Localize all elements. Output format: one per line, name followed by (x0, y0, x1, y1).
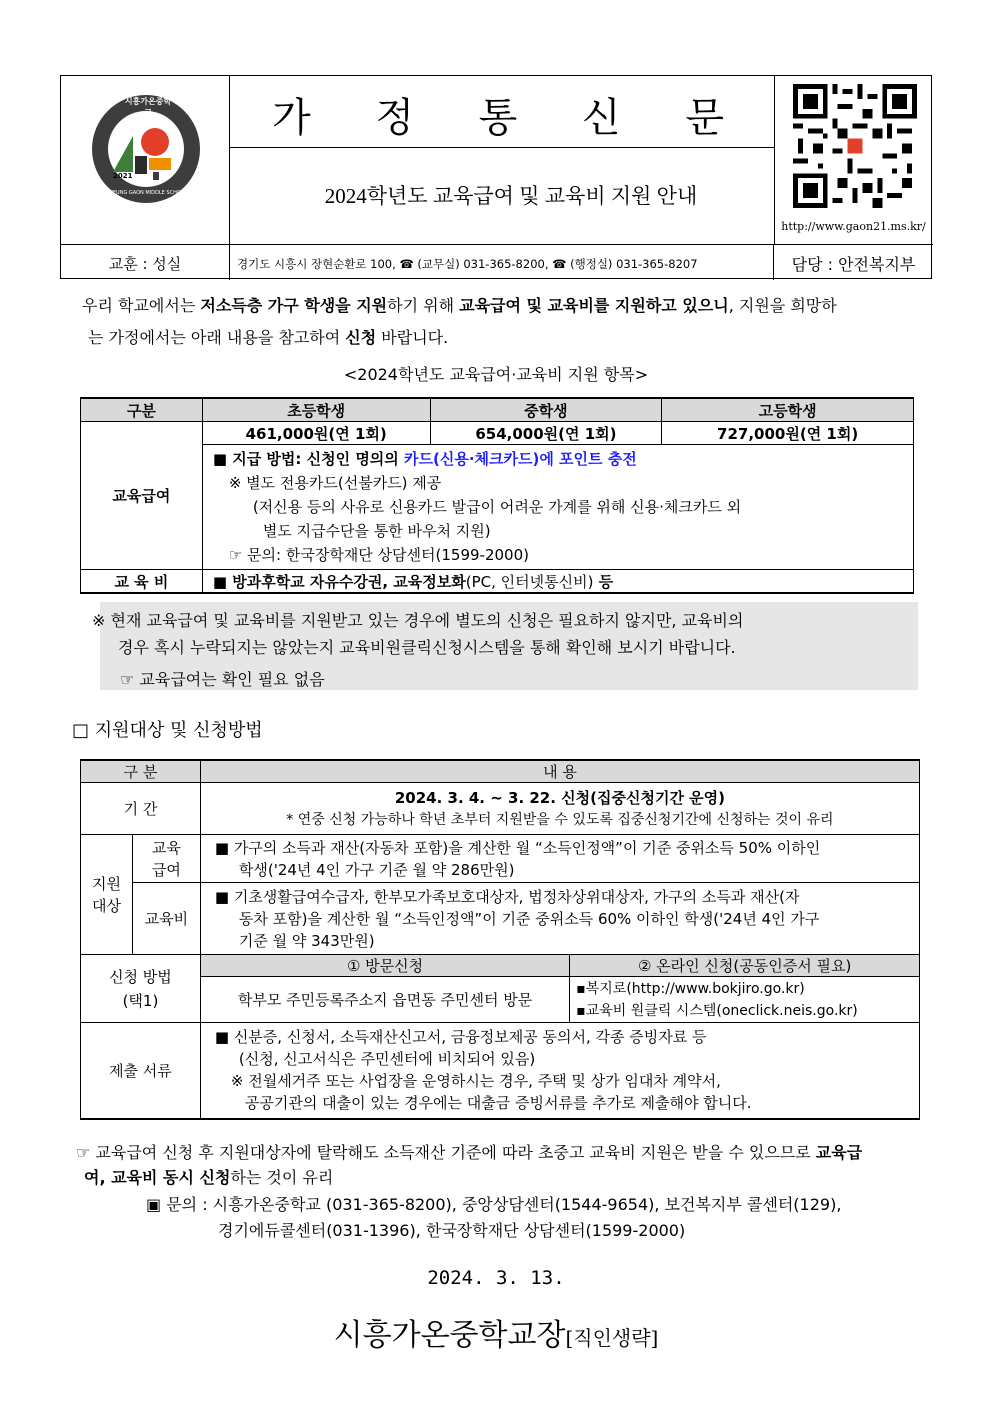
logo-text-top: 시흥가온중학교 (124, 97, 172, 117)
row-label-edu-cost: 교 육 비 (81, 570, 203, 594)
edu-pay-target-label: 교육 급여 (132, 835, 200, 883)
online-header: ② 온라인 신청(공동인증서 필요) (570, 955, 920, 977)
col-header: 중학생 (430, 398, 662, 422)
intro-line-2: 는 가정에서는 아래 내용을 참고하여 신청 바랍니다. (88, 328, 449, 347)
docs-content: ■ 신분증, 신청서, 소득재산신고서, 금융정보제공 동의서, 각종 증빙자료 등 (신청, 신고서식은 주민센터에 비치되어 있음) ※ 전월세거주 또는 사업장을 운영하시는 경우, 주택 및 상가 임대차 계약서, 공공기관의 대출이 있는 경우에는 대출금 증빙서류를 추가로 제출해야 합니다. (200, 1023, 919, 1119)
notice-box (92, 602, 918, 690)
date: 2024. 3. 13. (427, 1267, 565, 1289)
col-header: 초등학생 (202, 398, 430, 422)
signature: 시흥가온중학교장[직인생략] (333, 1318, 659, 1353)
amount-middle: 654,000원(연 1회) (430, 422, 662, 445)
tip-line-1: ☞ 교육급여 신청 후 지원대상자에 탈락해도 소득재산 기준에 따라 초중고 교육비 지원은 받을 수 있으므로 교육급 (76, 1143, 863, 1162)
edu-cost-detail: ■ 방과후학교 자유수강권, 교육정보화(PC, 인터넷통신비) 등 (202, 570, 913, 594)
tip-line-2: 여, 교육비 동시 신청하는 것이 유리 (84, 1168, 334, 1187)
amount-elementary: 461,000원(연 1회) (202, 422, 430, 445)
apply-method-label: 신청 방법 (택1) (81, 955, 201, 1023)
visit-content: 학부모 주민등록주소지 읍면동 주민센터 방문 (200, 977, 569, 1023)
col-header: 고등학생 (662, 398, 914, 422)
contact-dept: 담당 : 안전복지부 (791, 255, 916, 274)
logo-year: 2021 (113, 172, 133, 180)
section2-heading: □ 지원대상 및 신청방법 (72, 720, 263, 741)
col-header: 구분 (81, 398, 203, 422)
school-motto: 교훈 : 성실 (108, 255, 182, 273)
page-title: 가 정 통 신 문 (271, 95, 751, 141)
notice-line-3: ☞ 교육급여는 확인 필요 없음 (120, 670, 325, 689)
letter-header (60, 75, 932, 279)
qr-code (793, 84, 917, 208)
edu-pay-detail: ■ 지급 방법: 신청인 명의의 카드(신용·체크카드)에 포인트 충전 ※ 별도 전용카드(선불카드) 제공 (저신용 등의 사유로 신용카드 발급이 어려운 가계를 위해 신용·체크카드 외 별도 지급수단을 통한 바우처 지원) ☞ 문의: 한국장학재단 상담센터(1599-2000) (202, 445, 913, 570)
school-url[interactable]: http://www.gaon21.ms.kr/ (781, 220, 926, 233)
support-items-table (80, 397, 914, 594)
online-content (570, 977, 920, 1023)
row-label-edu-pay: 교육급여 (81, 422, 203, 570)
edu-cost-target: ■ 기초생활급여수급자, 한부모가족보호대상자, 법정차상위대상자, 가구의 소득과 재산(자 동차 포함)을 계산한 월 “소득인정액”이 기준 중위소득 60% 이하인 학생('24년 4인 가구 기준 월 약 343만원) (200, 883, 919, 955)
school-logo (91, 94, 201, 204)
intro-line-1: 우리 학교에서는 저소득층 가구 학생을 지원하기 위해 교육급여 및 교육비를 지원하고 있으니, 지원을 희망하 (82, 296, 837, 315)
target-label: 지원 대상 (81, 835, 133, 955)
visit-header: ① 방문신청 (200, 955, 569, 977)
amount-high: 727,000원(연 1회) (662, 422, 914, 445)
oneclick-link[interactable]: ▪교육비 원클릭 시스템(oneclick.neis.go.kr) (576, 1002, 858, 1019)
edu-cost-target-label: 교육비 (132, 883, 200, 955)
col-header: 구 분 (81, 760, 201, 783)
col-header: 내 용 (200, 760, 919, 783)
inquiry-line-2: 경기에듀콜센터(031-1396), 한국장학재단 상담센터(1599-2000) (218, 1221, 686, 1240)
docs-label: 제출 서류 (81, 1023, 201, 1119)
table1-caption: <2024학년도 교육급여·교육비 지원 항목> (343, 365, 649, 384)
inquiry-line-1: ▣ 문의 : 시흥가온중학교 (031-365-8200), 중앙상담센터(1544-9654), 보건복지부 콜센터(129), (146, 1195, 842, 1214)
application-table (80, 759, 920, 1120)
logo-text-bottom: SIHEUNG GAON MIDDLE SCHOOL (104, 190, 188, 196)
period-label: 기 간 (81, 783, 201, 835)
school-address: 경기도 시흥시 장현순환로 100, ☎ (교무실) 031-365-8200, ☎ (행정실) 031-365-8207 (237, 257, 698, 271)
period-content: 2024. 3. 4. ~ 3. 22. 신청(집중신청기간 운영) * 연중 신청 가능하나 학년 초부터 지원받을 수 있도록 집중신청기간에 신청하는 것이 유리 (200, 783, 919, 835)
edu-pay-target: ■ 가구의 소득과 재산(자동차 포함)을 계산한 월 “소득인정액”이 기준 중위소득 50% 이하인 학생('24년 4인 가구 기준 월 약 286만원) (200, 835, 919, 883)
page-subtitle: 2024학년도 교육급여 및 교육비 지원 안내 (324, 184, 698, 208)
notice-line-2: 경우 혹시 누락되지는 않았는지 교육비원클릭신청시스템을 통해 확인해 보시기 바랍니다. (118, 638, 736, 657)
bokjiro-link[interactable]: ▪복지로(http://www.bokjiro.go.kr) (576, 980, 805, 997)
notice-line-1: ※ 현재 교육급여 및 교육비를 지원받고 있는 경우에 별도의 신청은 필요하지 않지만, 교육비의 (92, 611, 744, 630)
